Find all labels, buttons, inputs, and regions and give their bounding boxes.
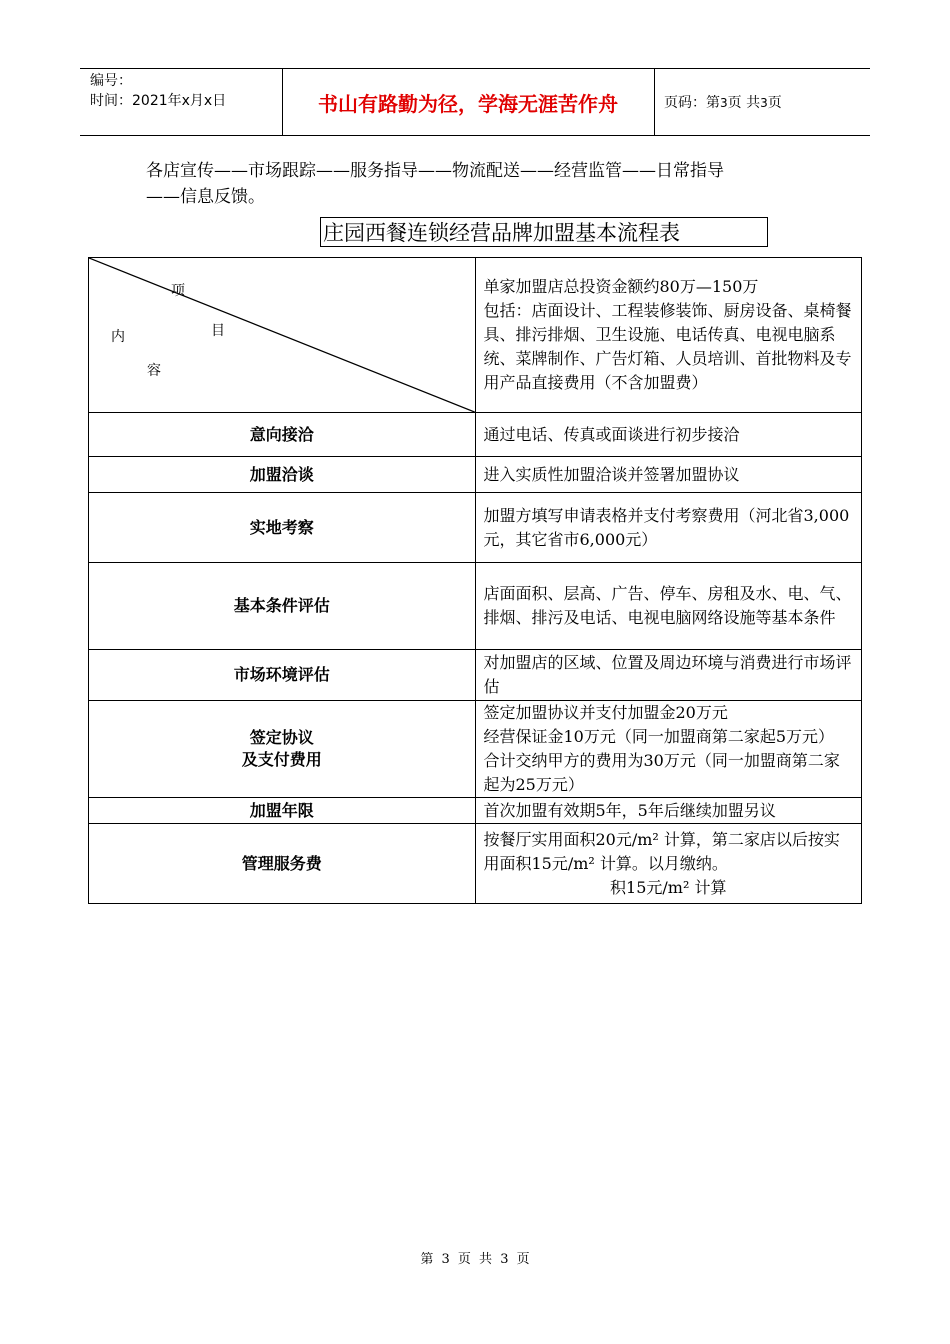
corner-label-xiang: 项 <box>171 283 185 299</box>
row-label: 管理服务费 <box>89 824 476 904</box>
franchise-process-table <box>88 257 862 904</box>
header-number: 编号： <box>90 73 132 89</box>
table-row <box>89 493 862 563</box>
row-content: 对加盟店的区域、位置及周边环境与消费进行市场评估 <box>475 650 862 701</box>
row-label: 市场环境评估 <box>89 650 476 701</box>
row-content: 按餐厅实用面积20元/m² 计算，第二家店以后按实用面积15元/m² 计算。以月缴纳。 积15元/m² 计算 <box>475 824 862 904</box>
table-row <box>89 798 862 824</box>
row-content: 加盟方填写申请表格并支付考察费用（河北省3,000元，其它省市6,000元） <box>475 493 862 563</box>
row-content: 通过电话、传真或面谈进行初步接洽 <box>475 413 862 457</box>
corner-diagonal-cell <box>89 258 476 413</box>
header-motto: 书山有路勤为径，学海无涯苦作舟 <box>318 92 618 116</box>
header-meta <box>90 71 226 111</box>
row-label: 加盟洽谈 <box>89 457 476 493</box>
row-label: 意向接洽 <box>89 413 476 457</box>
row-label: 加盟年限 <box>89 798 476 824</box>
corner-label-rong: 容 <box>147 363 161 379</box>
table-row <box>89 258 862 413</box>
table-row <box>89 701 862 798</box>
table-row <box>89 457 862 493</box>
corner-label-nei: 内 <box>111 329 125 345</box>
row-label: 签定协议 及支付费用 <box>89 701 476 798</box>
header-divider-right <box>654 68 655 135</box>
row-label: 实地考察 <box>89 493 476 563</box>
row-content: 进入实质性加盟洽谈并签署加盟协议 <box>475 457 862 493</box>
row-content: 首次加盟有效期5年，5年后继续加盟另议 <box>475 798 862 824</box>
diagonal-line <box>89 258 475 412</box>
table-row <box>89 824 862 904</box>
intro-paragraph <box>146 158 826 210</box>
header-page-number: 页码：第3页 共3页 <box>664 95 782 111</box>
header-date: 时间：2021年x月x日 <box>90 93 227 109</box>
header-top-rule <box>80 68 870 69</box>
table-row <box>89 650 862 701</box>
row-content: 签定加盟协议并支付加盟金20万元 经营保证金10万元（同一加盟商第二家起5万元） 合计交纳甲方的费用为30万元（同一加盟商第二家起为25万元） <box>475 701 862 798</box>
row-label: 基本条件评估 <box>89 563 476 650</box>
page-footer: 第 3 页 共 3 页 <box>420 1252 530 1267</box>
intro-line-2: ——信息反馈。 <box>146 187 265 207</box>
corner-label-mu: 目 <box>211 323 225 339</box>
document-title: 庄园西餐连锁经营品牌加盟基本流程表 <box>320 217 768 247</box>
row-content: 店面面积、层高、广告、停车、房租及水、电、气、排烟、排污及电话、电视电脑网络设施等基本条件 <box>475 563 862 650</box>
investment-cell: 单家加盟店总投资金额约80万—150万 包括：店面设计、工程装修装饰、厨房设备、桌椅餐具、排污排烟、卫生设施、电话传真、电视电脑系统、菜牌制作、广告灯箱、人员培训、首批物料及专用产品直接费用（不含加盟费） <box>475 258 862 413</box>
header-bottom-rule <box>80 135 870 136</box>
intro-line-1: 各店宣传——市场跟踪——服务指导——物流配送——经营监管——日常指导 <box>146 161 724 181</box>
table-row <box>89 563 862 650</box>
table-row <box>89 413 862 457</box>
